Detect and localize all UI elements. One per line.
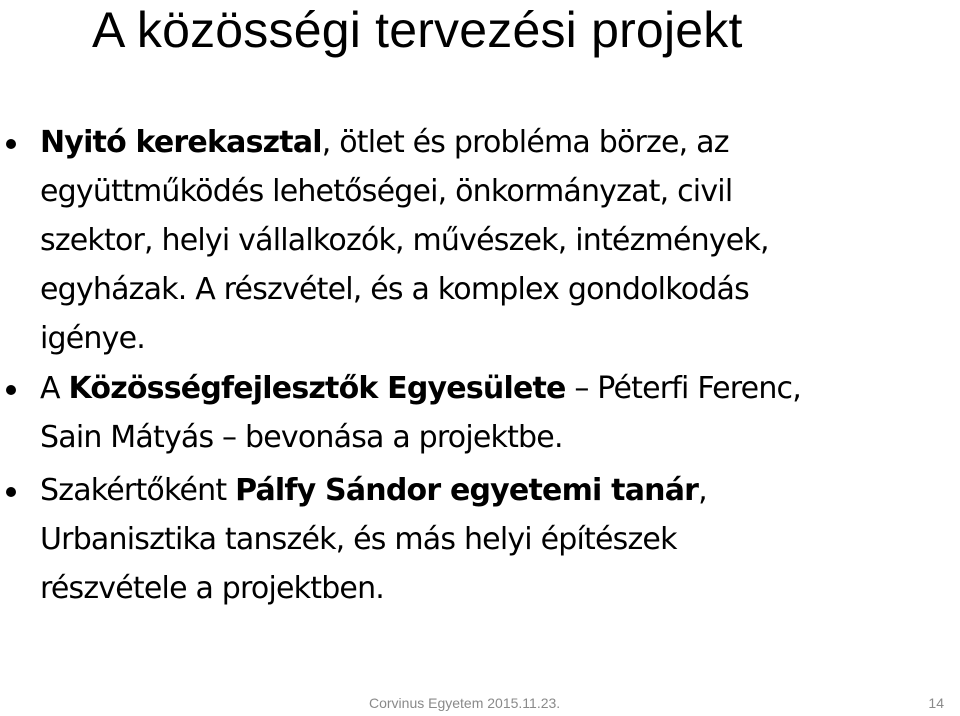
footer-text: Corvinus Egyetem 2015.11.23. <box>369 695 561 711</box>
bullet-line: egyházak. A részvétel, és a komplex gondolkodás <box>40 272 749 307</box>
text: , ötlet és probléma börze, az <box>321 125 729 160</box>
bullet-list <box>0 118 960 613</box>
bullet-line: Sain Mátyás – bevonása a projektbe. <box>40 420 563 455</box>
bold-text: Nyitó kerekasztal <box>40 125 322 160</box>
bullet-line <box>40 118 960 167</box>
bullet-item <box>0 364 960 462</box>
bullet-line: részvétele a projektben. <box>40 571 385 606</box>
bullet-line <box>40 364 960 413</box>
bullet-line <box>40 466 960 515</box>
bold-text: Közösségfejlesztők Egyesülete <box>68 371 566 406</box>
bullet-dot-icon <box>6 385 16 395</box>
text: , <box>698 473 707 508</box>
text: A <box>40 371 69 406</box>
bullet-line: együttműködés lehetőségei, önkormányzat, civil <box>40 174 733 209</box>
bullet-item <box>0 118 960 363</box>
bullet-line: Urbanisztika tanszék, és más helyi építészek <box>40 522 677 557</box>
bullet-item <box>0 466 960 613</box>
page-number: 14 <box>928 695 944 711</box>
bullet-dot-icon <box>6 487 16 497</box>
text: Szakértőként <box>40 473 236 508</box>
bullet-line: szektor, helyi vállalkozók, művészek, intézmények, <box>40 223 769 258</box>
bullet-line: igénye. <box>40 321 145 356</box>
bold-text: Pálfy Sándor egyetemi tanár <box>235 473 699 508</box>
slide-title: A közösségi tervezési projekt <box>92 2 743 58</box>
bullet-dot-icon <box>6 139 16 149</box>
text: – Péterfi Ferenc, <box>565 371 801 406</box>
